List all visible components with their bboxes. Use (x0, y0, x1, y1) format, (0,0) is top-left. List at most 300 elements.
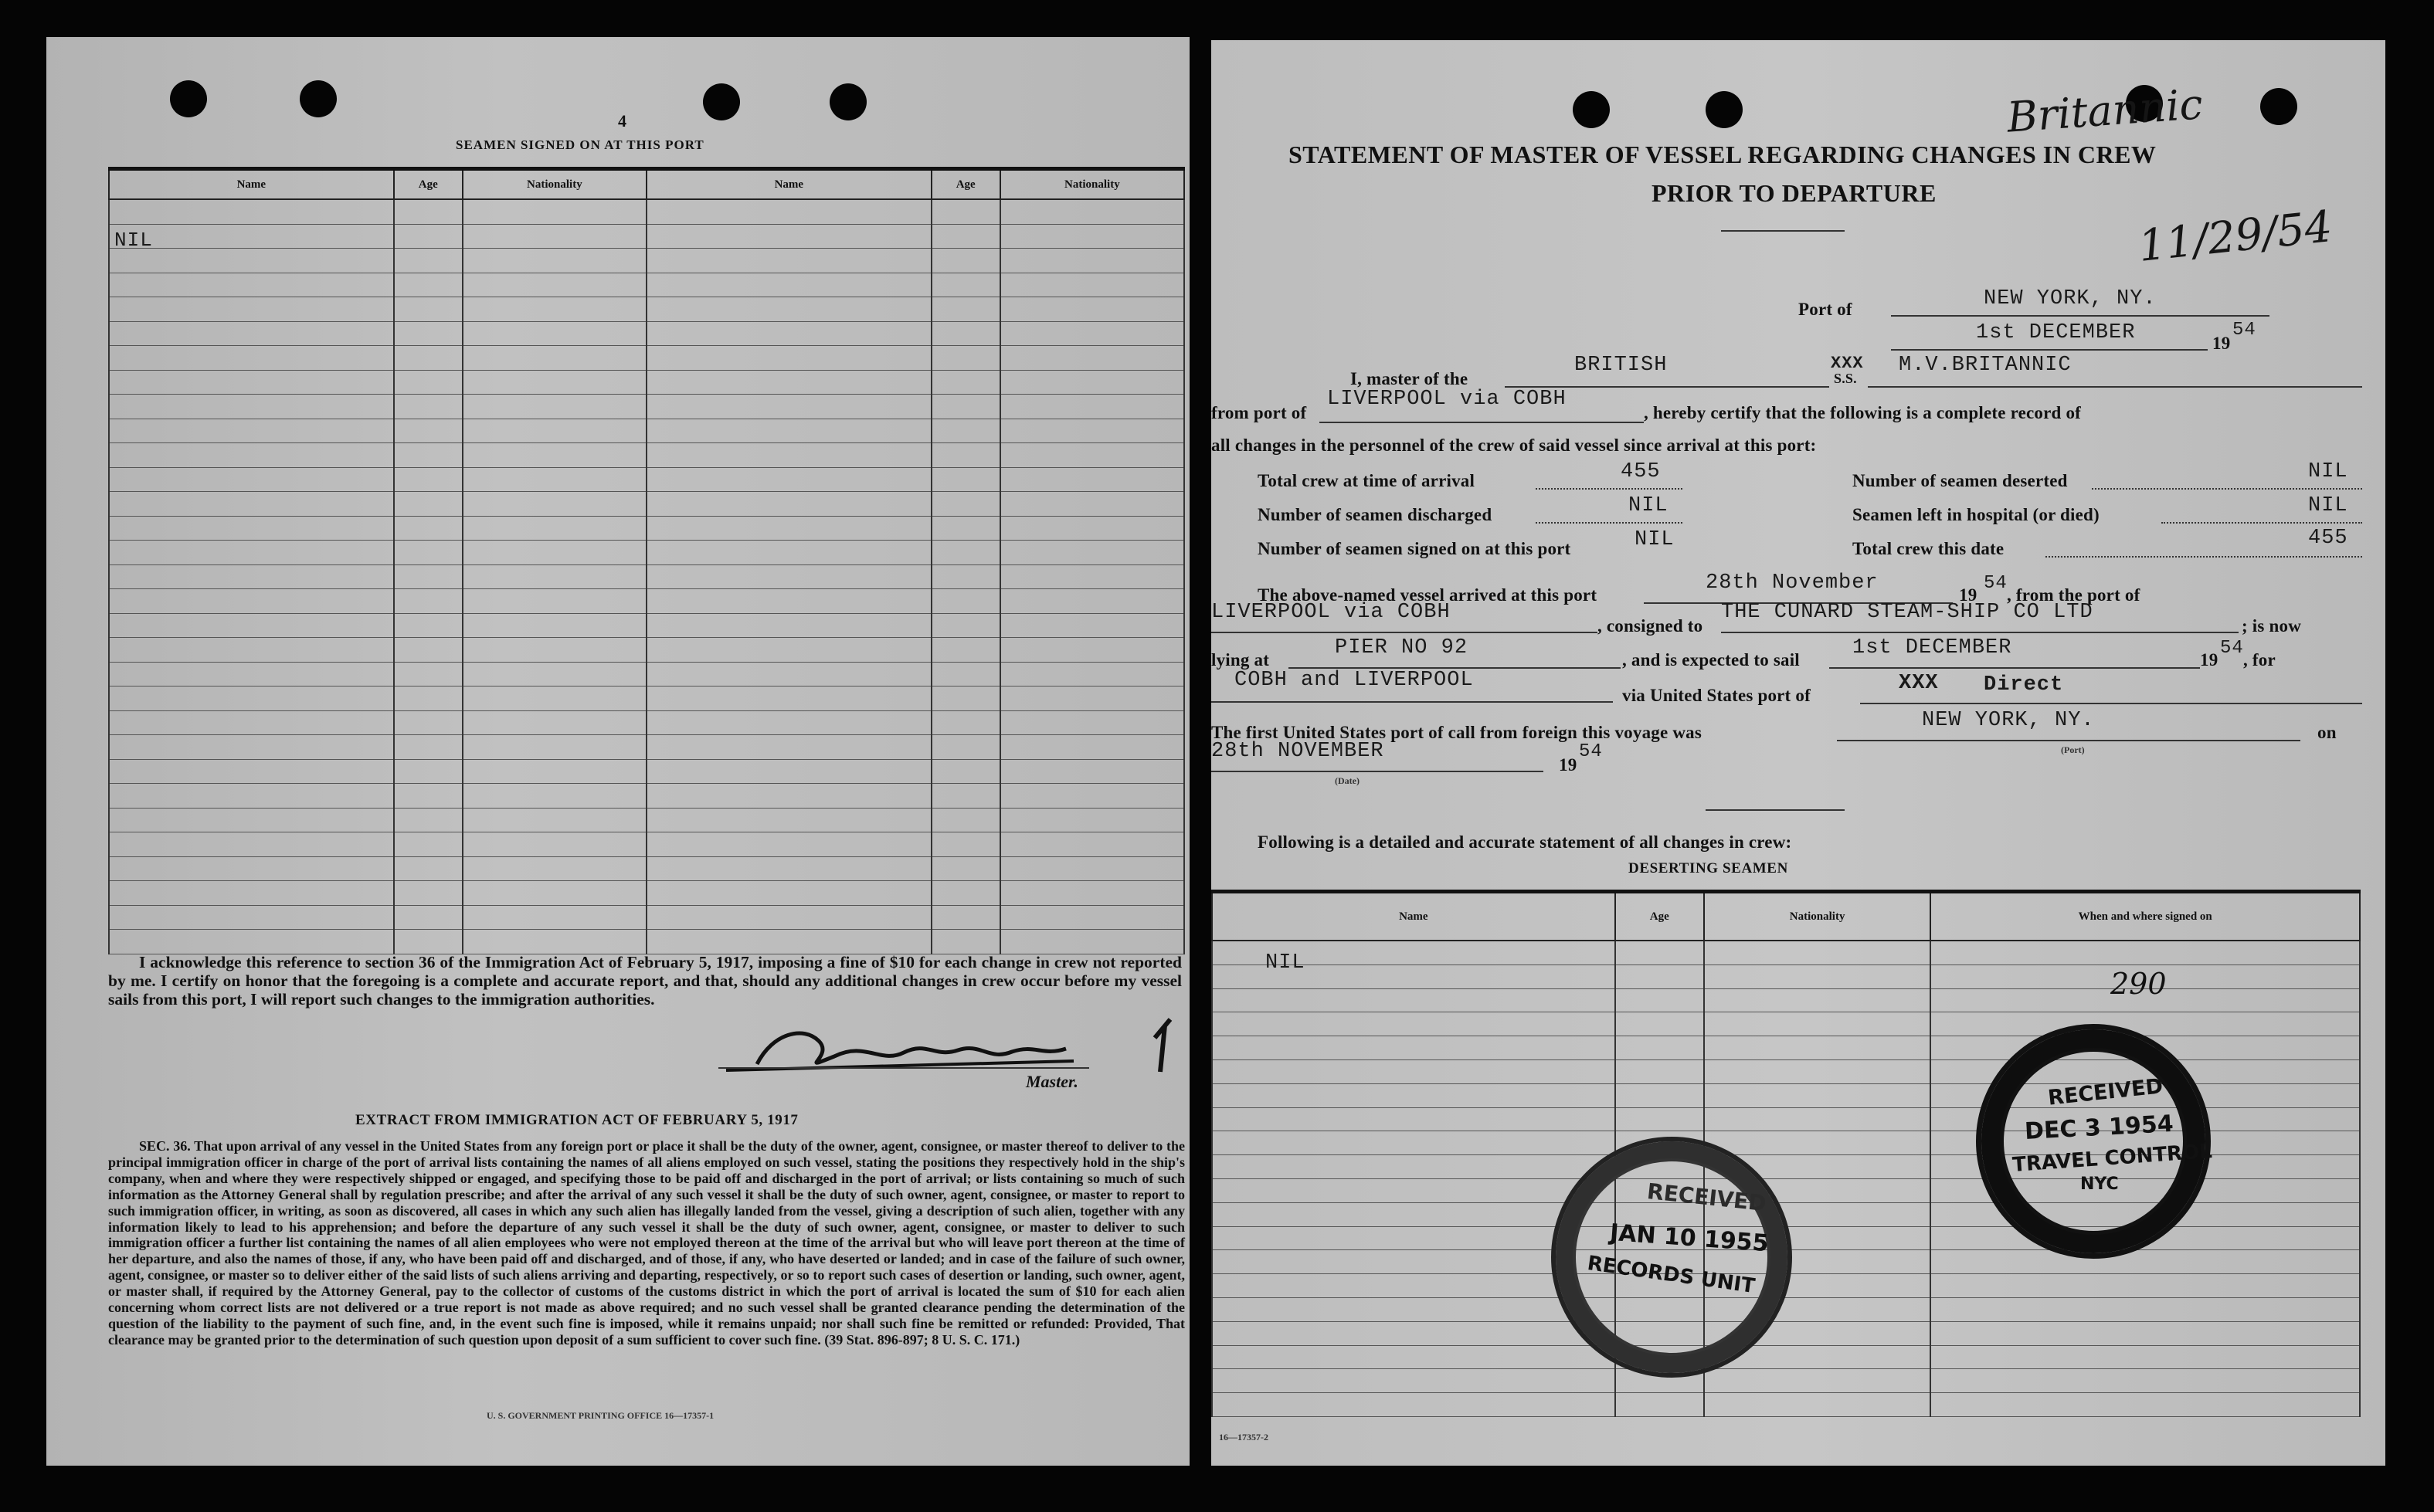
fill-line (1319, 422, 1644, 423)
table-row (109, 905, 1184, 930)
table-cell (109, 613, 394, 638)
table-cell (394, 419, 463, 443)
table-cell (394, 613, 463, 638)
table-cell (109, 273, 394, 297)
port-of-label: Port of (1798, 300, 1852, 319)
title-rule (1721, 230, 1845, 232)
from-the-port-label: , from the port of (2007, 585, 2140, 605)
table-cell (463, 735, 647, 760)
table-row (109, 224, 1184, 249)
table-cell (1000, 249, 1184, 273)
column-header-age: Age (932, 169, 1000, 200)
table-cell (647, 710, 932, 735)
table-cell (394, 249, 463, 273)
table-cell (109, 541, 394, 565)
table-row (109, 249, 1184, 273)
fill-line (1211, 632, 1597, 633)
table-cell (109, 735, 394, 760)
form-number: 16—17357-2 (1219, 1432, 1268, 1443)
column-header-nationality: Nationality (1704, 892, 1931, 941)
table-row (109, 832, 1184, 857)
table-row (109, 613, 1184, 638)
table-cell (1704, 1393, 1931, 1417)
punch-hole (2260, 88, 2297, 125)
table-cell (1212, 1393, 1615, 1417)
table-cell (1212, 1131, 1615, 1155)
first-port-label: The first United States port of call from foreign this voyage was (1211, 723, 1702, 742)
table-cell (932, 224, 1000, 249)
table-cell (109, 662, 394, 687)
table-cell (1000, 613, 1184, 638)
table-cell (1000, 516, 1184, 541)
table-row (109, 881, 1184, 906)
table-cell (1212, 988, 1615, 1012)
table-cell (394, 662, 463, 687)
table-cell (1000, 224, 1184, 249)
via-label: via United States port of (1622, 686, 1811, 705)
fill-line (1721, 632, 2239, 633)
table-cell (394, 589, 463, 614)
table-cell (109, 419, 394, 443)
dot-leader (2092, 488, 2362, 490)
table-cell (109, 832, 394, 857)
table-cell (1000, 710, 1184, 735)
table-row (1212, 988, 2360, 1012)
table-row (1212, 1012, 2360, 1036)
destination-value: COBH and LIVERPOOL (1234, 669, 1474, 692)
vessel-value: M.V.BRITANNIC (1899, 354, 2072, 377)
table-cell (647, 735, 932, 760)
table-cell (394, 541, 463, 565)
first-port-year: 54 (1579, 741, 1603, 762)
table-cell (463, 638, 647, 663)
fill-line (1829, 667, 2200, 669)
table-cell (932, 467, 1000, 492)
table-row (109, 199, 1184, 224)
table-cell (1212, 1036, 1615, 1060)
extract-text: SEC. 36. That upon arrival of any vessel in the United States from any foreign port or place it shall be the duty of the owner, agent, consignee, or master thereof to deliver to the principal immigration officer in charge of the port of arrival lists containing the names of all aliens employed on such vessel, stating the positions they respectively hold in the ship's company, when and where they were respectively shipped or engaged, and specifying those to be paid off and discharged in the port of arrival; or lists containing so much of such information as the Attorney General shall by regulation prescribe; and after the arrival of any such vessel it shall be the duty of such owner, agent, consignee, or master to report to such immigration officer, in writing, as soon as discovered, all cases in which any such alien has illegally landed from the vessel, giving a description of such alien, together with any information likely to lead to his apprehension; and before the departure of any such vessel it shall be the duty of such owner, agent, consignee, or master to deliver to such immigration officer a further list containing the names of all alien employees who were not employed thereon at the time of the arrival but who will leave port thereon at the time of her departure, and also the names of those, if any, who have been paid off and discharged, and of those, if any, who have deserted or landed; and in case of the failure of such owner, agent, consignee, or master so to deliver either of the said lists of such aliens arriving and departing, respectively, or so to report such cases of desertion or landing, such owner, agent, or master shall, if required by the Attorney General, pay to the collector of customs of the customs district in which the port of arrival is located the sum of $10 for each alien concerning whom correct lists are not delivered or a true report is not made as above required; and no such vessel shall be granted clearance pending the determination of the question of the liability to the payment of such fine, and, in the event such fine is imposed, while it remains unpaid; nor shall such fine be remitted or refunded: Provided, That clearance may be granted prior to the determination of such question upon deposit of a sum sufficient to cover such fine. (39 Stat. 896-897; 8 U. S. C. 171.) (108, 1138, 1185, 1348)
table-cell (1930, 1393, 2360, 1417)
table-cell (109, 492, 394, 517)
table-cell (1000, 370, 1184, 395)
table-cell (932, 516, 1000, 541)
table-cell (1615, 1012, 1704, 1036)
table-cell (1000, 905, 1184, 930)
fill-line (1211, 701, 1613, 703)
table-cell (1000, 199, 1184, 224)
table-cell (394, 224, 463, 249)
table-cell (394, 321, 463, 346)
table-row (109, 735, 1184, 760)
handwritten-date: 11/29/54 (2136, 202, 2335, 272)
table-cell (647, 808, 932, 832)
table-cell (932, 808, 1000, 832)
table-row (109, 492, 1184, 517)
table-cell (932, 638, 1000, 663)
fill-line (1891, 349, 2208, 351)
table-cell (109, 321, 394, 346)
table-cell (463, 297, 647, 322)
table-cell (1000, 564, 1184, 589)
table-cell (394, 710, 463, 735)
table-cell (647, 443, 932, 468)
table-cell (1000, 443, 1184, 468)
total-arrival-value: 455 (1621, 460, 1661, 483)
table-row (109, 516, 1184, 541)
annotation-number: 290 (2110, 967, 2167, 1001)
stamp-unit: TRAVEL CONTROL (2011, 1140, 2213, 1177)
table-cell (109, 759, 394, 784)
table-cell (932, 419, 1000, 443)
table-row (109, 710, 1184, 735)
table-cell (463, 273, 647, 297)
table-cell (463, 808, 647, 832)
for-label: , for (2243, 650, 2276, 670)
port-of-value: NEW YORK, NY. (1984, 287, 2157, 310)
table-cell (647, 224, 932, 249)
table-cell (932, 346, 1000, 371)
table-cell (109, 516, 394, 541)
table-cell (1000, 687, 1184, 711)
travel-control-stamp (1976, 1024, 2211, 1259)
table-cell (647, 419, 932, 443)
table-cell (109, 346, 394, 371)
table-cell (1000, 808, 1184, 832)
handwritten-ship: Britannic (2005, 80, 2205, 142)
table-cell (647, 881, 932, 906)
table-row (109, 467, 1184, 492)
table-cell (463, 541, 647, 565)
table-cell (1930, 1369, 2360, 1393)
table-cell (394, 273, 463, 297)
column-header-nationality: Nationality (463, 169, 647, 200)
table-cell (1000, 589, 1184, 614)
port-caption: (Port) (2061, 744, 2085, 755)
table-cell (463, 564, 647, 589)
table-cell (932, 297, 1000, 322)
first-port-date: 28th NOVEMBER (1211, 740, 1384, 763)
first-row-name: NIL (114, 229, 153, 252)
table-cell (647, 930, 932, 954)
deserted-value: NIL (2308, 460, 2348, 483)
table-cell (109, 297, 394, 322)
punch-hole (1706, 91, 1743, 128)
arrived-date: 28th November (1706, 571, 1879, 595)
from-port-value: LIVERPOOL via COBH (1327, 388, 1567, 411)
table-cell (1000, 395, 1184, 419)
table-cell (1212, 1321, 1615, 1345)
is-now-label: ; is now (2242, 616, 2302, 636)
table-cell (1704, 988, 1931, 1012)
table-cell (463, 832, 647, 857)
table-cell (463, 321, 647, 346)
ss-struck: XXX (1831, 354, 1864, 373)
table-cell (463, 516, 647, 541)
table-cell (647, 346, 932, 371)
table-cell (394, 808, 463, 832)
table-row (1212, 1297, 2360, 1321)
table-cell (109, 905, 394, 930)
fill-line (1868, 386, 2362, 388)
column-header-age: Age (1615, 892, 1704, 941)
table-cell (647, 784, 932, 809)
form-title-line2: PRIOR TO DEPARTURE (1652, 179, 1937, 207)
table-cell (394, 199, 463, 224)
table-cell (463, 759, 647, 784)
table-cell (1000, 735, 1184, 760)
table-cell (647, 273, 932, 297)
table-cell (647, 199, 932, 224)
table-cell (1000, 759, 1184, 784)
on-label: on (2317, 723, 2337, 742)
table-cell (109, 370, 394, 395)
table-cell (463, 881, 647, 906)
hospital-label: Seamen left in hospital (or died) (1852, 505, 2100, 524)
table-cell (463, 395, 647, 419)
table-cell (463, 224, 647, 249)
table-cell (394, 467, 463, 492)
table-cell (1930, 1012, 2360, 1036)
sail-year: 54 (2220, 638, 2244, 659)
table-cell (932, 905, 1000, 930)
table-cell (1212, 1345, 1615, 1369)
table-cell (463, 662, 647, 687)
table-cell (1000, 541, 1184, 565)
punch-hole (170, 80, 207, 117)
table-cell (647, 541, 932, 565)
table-cell (394, 856, 463, 881)
table-cell (932, 856, 1000, 881)
table-cell (463, 905, 647, 930)
punch-hole (1573, 91, 1610, 128)
table-cell (463, 710, 647, 735)
table-cell (1704, 941, 1931, 964)
table-cell (932, 564, 1000, 589)
total-date-label: Total crew this date (1852, 539, 2005, 558)
table-cell (932, 613, 1000, 638)
table-cell (1212, 1059, 1615, 1083)
table-cell (394, 784, 463, 809)
table-row (1212, 964, 2360, 988)
total-date-value: 455 (2308, 527, 2348, 550)
table-cell (1212, 1083, 1615, 1107)
table-cell (463, 613, 647, 638)
signed-on-label: Number of seamen signed on at this port (1258, 539, 1571, 558)
table-cell (394, 395, 463, 419)
table-row (109, 687, 1184, 711)
table-row (1212, 1393, 2360, 1417)
table-cell (394, 492, 463, 517)
table-cell (394, 516, 463, 541)
table-cell (109, 199, 394, 224)
stamp-date: DEC 3 1954 (2024, 1110, 2174, 1146)
fill-line (1837, 740, 2300, 741)
table-cell (109, 881, 394, 906)
table-row (109, 395, 1184, 419)
table-cell (463, 249, 647, 273)
certify-text: , hereby certify that the following is a complete record of (1644, 403, 2082, 422)
dot-leader (2161, 522, 2362, 524)
table-row (109, 589, 1184, 614)
table-cell (109, 687, 394, 711)
table-cell (647, 492, 932, 517)
table-cell (1704, 1059, 1931, 1083)
table-cell (647, 516, 932, 541)
master-label: Master. (1026, 1072, 1078, 1091)
table-cell (647, 395, 932, 419)
table-cell (1000, 273, 1184, 297)
table-cell (932, 687, 1000, 711)
table-cell (394, 832, 463, 857)
table-cell (932, 784, 1000, 809)
table-cell (463, 199, 647, 224)
table-cell (463, 589, 647, 614)
table-cell (1212, 1107, 1615, 1131)
right-page (1211, 40, 2385, 1466)
table-cell (394, 930, 463, 954)
lying-at-value: PIER NO 92 (1335, 636, 1468, 659)
date-value: 1st DECEMBER (1976, 321, 2136, 344)
seamen-signed-on-table (108, 167, 1185, 954)
table-cell (1615, 1393, 1704, 1417)
from-the-port-value: LIVERPOOL via COBH (1211, 601, 1451, 624)
column-header-name: Name (1212, 892, 1615, 941)
table-cell (1000, 419, 1184, 443)
table-row (109, 808, 1184, 832)
table-cell (1000, 784, 1184, 809)
table-cell (932, 395, 1000, 419)
table-cell (647, 638, 932, 663)
acknowledgement-text: I acknowledge this reference to section 36 of the Immigration Act of February 5, 1917, imposing a fine of $10 for each change in crew not reported by me. I certify on honor that the foregoing is a complete and accurate report, and that, should any additional changes in crew occur before my vessel sails from this port, I will report such changes to the immigration authorities. (108, 953, 1182, 1009)
table-cell (1704, 1131, 1931, 1155)
first-port-value: NEW YORK, NY. (1922, 709, 2095, 732)
table-cell (394, 638, 463, 663)
punch-hole (703, 83, 740, 120)
printer-line: U. S. GOVERNMENT PRINTING OFFICE 16—17357-1 (487, 1410, 715, 1421)
table-cell (109, 856, 394, 881)
first-port-year-prefix: 19 (1559, 755, 1577, 775)
hospital-value: NIL (2308, 494, 2348, 517)
table-row (1212, 1036, 2360, 1060)
date-year-prefix: 19 (2212, 334, 2231, 353)
table-cell (394, 759, 463, 784)
table-cell (932, 370, 1000, 395)
table-cell (1212, 1202, 1615, 1226)
all-changes-text: all changes in the personnel of the crew of said vessel since arrival at this port: (1211, 436, 1817, 455)
stamp-date: JAN 10 1955 (1609, 1219, 1770, 1258)
master-of-label: I, master of the (1350, 369, 1468, 388)
table-cell (1930, 1345, 2360, 1369)
consigned-value: THE CUNARD STEAM-SHIP CO LTD (1721, 601, 2093, 624)
total-arrival-label: Total crew at time of arrival (1258, 471, 1475, 490)
table-cell (394, 346, 463, 371)
table-cell (1704, 1083, 1931, 1107)
table-row (109, 930, 1184, 954)
punch-hole (830, 83, 867, 120)
table-cell (394, 687, 463, 711)
table-cell (647, 297, 932, 322)
table-row (109, 759, 1184, 784)
table-cell (647, 832, 932, 857)
table-cell (1930, 1274, 2360, 1298)
table-cell (1212, 1155, 1615, 1179)
table-cell (932, 443, 1000, 468)
table-cell (1615, 1059, 1704, 1083)
table-cell (932, 541, 1000, 565)
via-value: Direct (1984, 673, 2064, 697)
table-cell (932, 273, 1000, 297)
deserting-title: DESERTING SEAMEN (1628, 860, 1788, 876)
table-row (109, 541, 1184, 565)
table-cell (647, 856, 932, 881)
page-number: 4 (618, 111, 626, 131)
dot-leader (1536, 522, 1682, 524)
table-cell (463, 467, 647, 492)
table-cell (1704, 1369, 1931, 1393)
signature-line (718, 1067, 1089, 1069)
table-row (1212, 1369, 2360, 1393)
table-cell (394, 564, 463, 589)
table-cell (394, 370, 463, 395)
table-cell (1615, 1107, 1704, 1131)
table-cell (1930, 941, 2360, 964)
table-cell (932, 321, 1000, 346)
stamp-received-label: RECEIVED (1645, 1178, 1768, 1217)
deserted-label: Number of seamen deserted (1852, 471, 2068, 490)
table-cell (647, 321, 932, 346)
table-cell (1212, 1012, 1615, 1036)
table-row (1212, 941, 2360, 964)
table-cell (1000, 467, 1184, 492)
table-cell (1000, 297, 1184, 322)
table-cell (932, 759, 1000, 784)
table-cell (1615, 941, 1704, 964)
table-cell (109, 808, 394, 832)
table-cell (1930, 1250, 2360, 1274)
table-cell (394, 905, 463, 930)
table-row (109, 662, 1184, 687)
table-cell (932, 199, 1000, 224)
master-signature (711, 1010, 1190, 1080)
table-cell (1000, 881, 1184, 906)
discharged-label: Number of seamen discharged (1258, 505, 1492, 524)
table-cell (647, 564, 932, 589)
stamp-unit: RECORDS UNIT (1585, 1251, 1757, 1299)
punch-hole (300, 80, 337, 117)
table-row (109, 856, 1184, 881)
table-cell (647, 370, 932, 395)
table-cell (109, 467, 394, 492)
table-cell (647, 662, 932, 687)
table-row (109, 297, 1184, 322)
table-row (1212, 1321, 2360, 1345)
table-cell (647, 589, 932, 614)
table-cell (1212, 1297, 1615, 1321)
table-cell (932, 832, 1000, 857)
form-title-line1: STATEMENT OF MASTER OF VESSEL REGARDING CHANGES IN CREW (1288, 141, 2157, 168)
stamp-sub: NYC (2080, 1175, 2119, 1194)
signed-on-value: NIL (1635, 528, 1675, 551)
column-header-nationality: Nationality (1000, 169, 1184, 200)
table-cell (109, 930, 394, 954)
table-cell (1704, 1036, 1931, 1060)
table-cell (932, 662, 1000, 687)
table-cell (1212, 1369, 1615, 1393)
table-cell (463, 419, 647, 443)
records-unit-stamp (1551, 1137, 1792, 1378)
table-cell (1000, 662, 1184, 687)
fill-line (1211, 771, 1543, 772)
